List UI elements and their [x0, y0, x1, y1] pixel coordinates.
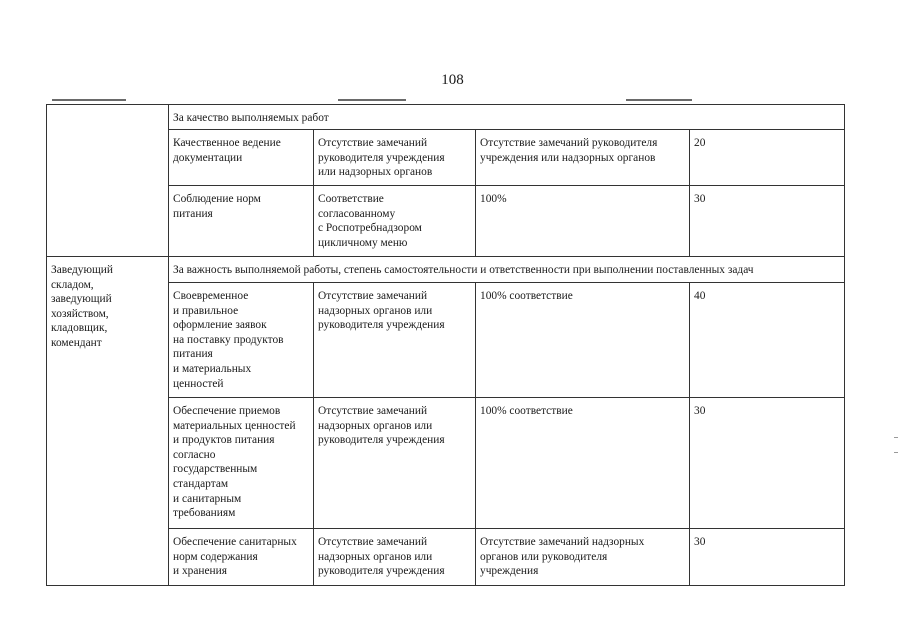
- criterion-cell: Обеспечение приемов материальных ценностей и продуктов питания согласно государственным стандартам и санитарным требованиям: [169, 398, 314, 529]
- section-title: За важность выполняемой работы, степень самостоятельности и ответственности при выполнении поставленных задач: [169, 257, 845, 283]
- position-cell: Заведующий складом, заведующий хозяйством, кладовщик, комендант: [47, 257, 169, 586]
- criterion-cell: Качественное ведение документации: [169, 130, 314, 186]
- points-cell: 30: [690, 186, 845, 257]
- empty-position-cell: [47, 105, 169, 257]
- indicator-cell: Отсутствие замечаний руководителя учреждения или надзорных органов: [476, 130, 690, 186]
- condition-cell: Соответствие согласованному с Роспотребнадзором цикличному меню: [314, 186, 476, 257]
- scan-speck: [894, 437, 898, 438]
- scan-mark-left: [52, 99, 126, 101]
- table-row: [47, 257, 845, 283]
- scan-speck: [894, 452, 898, 453]
- condition-cell: Отсутствие замечаний надзорных органов или руководителя учреждения: [314, 398, 476, 529]
- condition-cell: Отсутствие замечаний руководителя учреждения или надзорных органов: [314, 130, 476, 186]
- points-cell: 20: [690, 130, 845, 186]
- condition-cell: Отсутствие замечаний надзорных органов или руководителя учреждения: [314, 283, 476, 398]
- page-number: 108: [441, 72, 464, 88]
- criterion-cell: Обеспечение санитарных норм содержания и хранения: [169, 529, 314, 586]
- table-row: [47, 105, 845, 130]
- criterion-cell: Соблюдение норм питания: [169, 186, 314, 257]
- points-cell: 40: [690, 283, 845, 398]
- criterion-cell: Своевременное и правильное оформление заявок на поставку продуктов питания и материальных ценностей: [169, 283, 314, 398]
- indicator-cell: Отсутствие замечаний надзорных органов или руководителя учреждения: [476, 529, 690, 586]
- scan-mark-right: [626, 99, 692, 101]
- points-cell: 30: [690, 398, 845, 529]
- points-cell: 30: [690, 529, 845, 586]
- criteria-table: [46, 104, 845, 586]
- indicator-cell: 100% соответствие: [476, 398, 690, 529]
- scan-mark-center: [338, 99, 406, 101]
- condition-cell: Отсутствие замечаний надзорных органов или руководителя учреждения: [314, 529, 476, 586]
- indicator-cell: 100% соответствие: [476, 283, 690, 398]
- indicator-cell: 100%: [476, 186, 690, 257]
- section-title: За качество выполняемых работ: [169, 105, 845, 130]
